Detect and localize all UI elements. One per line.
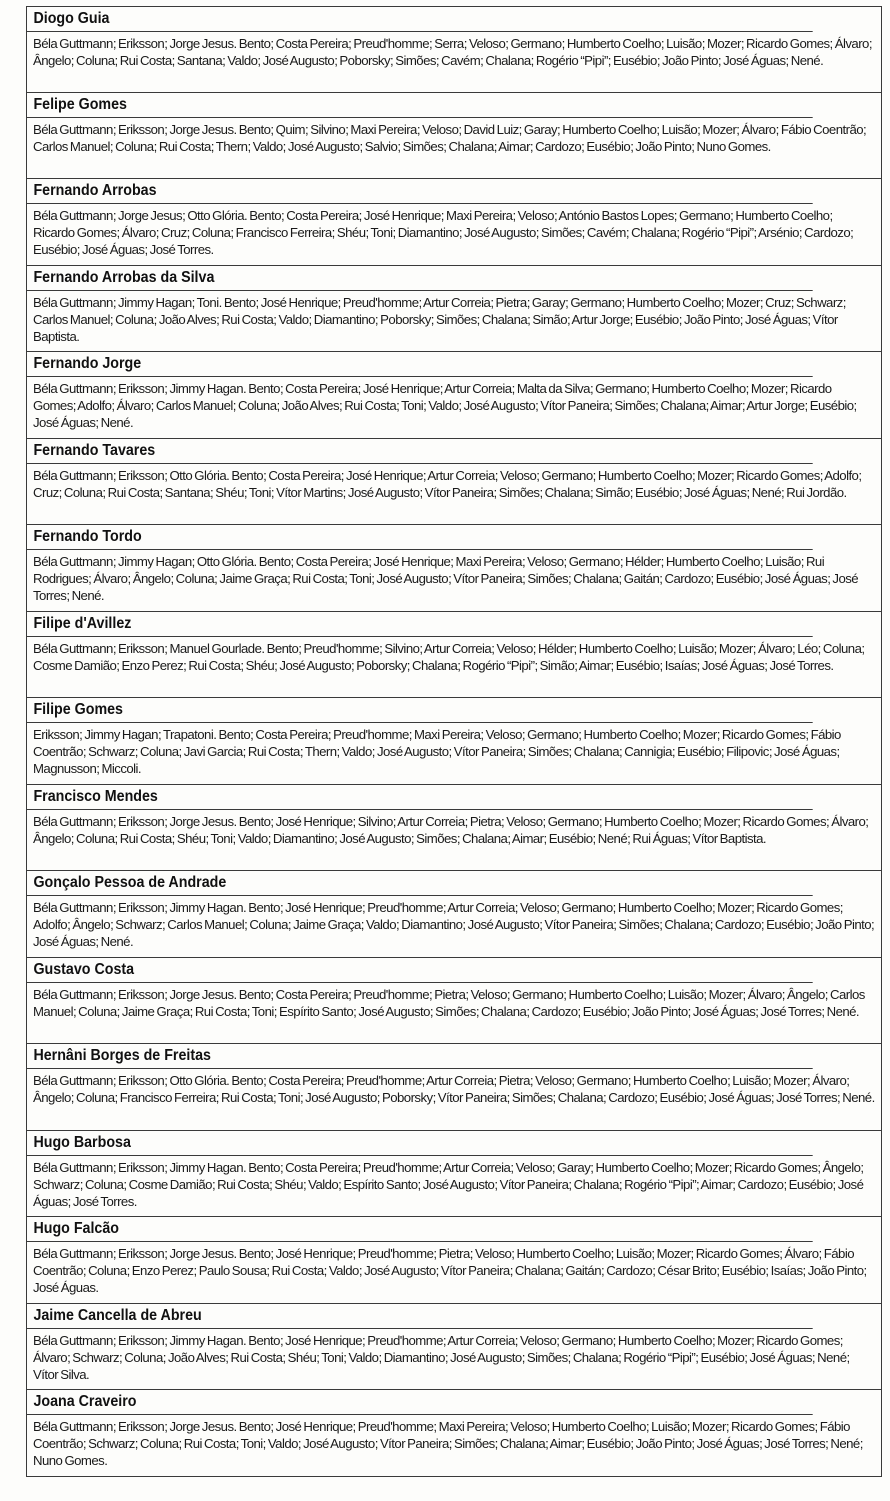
entry-votes: Béla Guttmann; Eriksson; Otto Glória. Bento; Costa Pereira; José Henrique; Artur Correia; Veloso; Germano; Humberto Coelho; Mozer; Ricardo Gomes; Adolfo; Cruz; Coluna; Rui Costa; Santana; Shéu; Toni; Vítor Martins; José Augusto; Vítor Paneira; Simões; Chalana; Simão; Eusébio; José Águas; Nené; Rui Jordão.: [33, 467, 862, 500]
entry-filipe-d-avillez: [26, 612, 882, 699]
entry-votes: Béla Guttmann; Eriksson; Manuel Gourlade. Bento; Preud'homme; Silvino; Artur Correia; Veloso; Hélder; Humberto Coelho; Luisão; Mozer; Álvaro; Léo; Coluna; Cosme Damião; Enzo Perez; Rui Costa; Shéu; José Augusto; Poborsky; Chalana; Rogério “Pipi”; Simão; Aimar; Eusébio; Isaías; José Águas; José Torres.: [33, 640, 865, 673]
entry-name: Gustavo Costa: [27, 958, 813, 983]
entry-name: Diogo Guia: [27, 7, 813, 32]
entry-francisco-mendes: [26, 785, 882, 872]
entry-name: Filipe Gomes: [27, 698, 813, 723]
entry-votes: Béla Guttmann; Eriksson; Jorge Jesus. Bento; José Henrique; Silvino; Artur Correia; Pietra; Veloso; Germano; Humberto Coelho; Mozer; Ricardo Gomes; Álvaro; Ângelo; Coluna; Rui Costa; Shéu; Toni; Valdo; Diamantino; José Augusto; Simões; Chalana; Aimar; Eusébio; Nené; Rui Águas; Vítor Baptista.: [33, 813, 869, 846]
entry-name: Hernâni Borges de Freitas: [27, 1044, 813, 1069]
entry-votes: Béla Guttmann; Eriksson; Jorge Jesus. Bento; José Henrique; Preud'homme; Pietra; Veloso; Humberto Coelho; Luisão; Mozer; Ricardo Gomes; Álvaro; Fábio Coentrão; Coluna; Enzo Perez; Paulo Sousa; Rui Costa; Valdo; José Augusto; Vítor Paneira; Chalana; Gaitán; Cardozo; César Brito; Eusébio; Isaías; João Pinto; José Águas.: [33, 1246, 867, 1296]
entry-fernando-tavares: [26, 439, 882, 526]
entry-name: Felipe Gomes: [27, 93, 813, 118]
entry-votes: Béla Guttmann; Eriksson; Jimmy Hagan. Bento; José Henrique; Preud'homme; Artur Correia; Veloso; Germano; Humberto Coelho; Mozer; Ricardo Gomes; Adolfo; Ângelo; Schwarz; Carlos Manuel; Coluna; Jaime Graça; Valdo; Diamantino; José Augusto; Vítor Paneira; Simões; Chalana; Cardozo; Eusébio; João Pinto; José Águas; Nené.: [33, 900, 875, 950]
entry-votes: Béla Guttmann; Jorge Jesus; Otto Glória. Bento; Costa Pereira; José Henrique; Maxi Pereira; Veloso; António Bastos Lopes; Germano; Humberto Coelho; Ricardo Gomes; Álvaro; Cruz; Coluna; Francisco Ferreira; Shéu; Toni; Diamantino; José Augusto; Simões; Cavém; Chalana; Rogério “Pipi”; Arsénio; Cardozo; Eusébio; José Águas; José Torres.: [33, 208, 854, 258]
entry-votes: Béla Guttmann; Eriksson; Jorge Jesus. Bento; Costa Pereira; Preud'homme; Serra; Veloso; Germano; Humberto Coelho; Luisão; Mozer; Ricardo Gomes; Álvaro; Ângelo; Coluna; Rui Costa; Santana; Valdo; José Augusto; Poborsky; Simões; Cavém; Chalana; Rogério “Pipi”; Eusébio; João Pinto; José Águas; Nené.: [33, 36, 872, 69]
entry-name: Fernando Arrobas da Silva: [27, 266, 813, 291]
entry-name: Francisco Mendes: [27, 785, 813, 810]
entry-votes: Béla Guttmann; Jimmy Hagan; Toni. Bento; José Henrique; Preud'homme; Artur Correia; Pietra; Garay; Germano; Humberto Coelho; Mozer; Cruz; Schwarz; Carlos Manuel; Coluna; João Alves; Rui Costa; Valdo; Diamantino; Poborsky; Simões; Chalana; Simão; Artur Jorge; Eusébio; João Pinto; José Águas; Vítor Baptista.: [33, 294, 846, 344]
entry-hernani-borges-de-freitas: [26, 1044, 882, 1131]
entry-votes: Béla Guttmann; Eriksson; Jorge Jesus. Bento; José Henrique; Preud'homme; Maxi Pereira; Veloso; Humberto Coelho; Luisão; Mozer; Ricardo Gomes; Fábio Coentrão; Schwarz; Coluna; Rui Costa; Toni; Valdo; José Augusto; Vítor Paneira; Simões; Chalana; Aimar; Eusébio; João Pinto; José Águas; José Torres; Nené; Nuno Gomes.: [33, 1419, 863, 1469]
entry-fernando-arrobas-da-silva: [26, 266, 882, 353]
entry-name: Hugo Falcão: [27, 1217, 813, 1242]
entry-name: Gonçalo Pessoa de Andrade: [27, 871, 813, 896]
entry-name: Filipe d'Avillez: [27, 612, 813, 637]
entry-goncalo-pessoa-de-andrade: [26, 871, 882, 958]
entry-jaime-cancella-de-abreu: [26, 1304, 882, 1391]
entry-name: Jaime Cancella de Abreu: [27, 1304, 813, 1329]
entry-name: Fernando Arrobas: [27, 179, 813, 204]
entry-name: Fernando Tavares: [27, 439, 813, 464]
entry-joana-craveiro: [26, 1390, 882, 1477]
entry-felipe-gomes: [26, 93, 882, 180]
entry-fernando-tordo: [26, 525, 882, 612]
entry-votes: Béla Guttmann; Eriksson; Jorge Jesus. Bento; Quim; Silvino; Maxi Pereira; Veloso; David Luiz; Garay; Humberto Coelho; Luisão; Mozer; Álvaro; Fábio Coentrão; Carlos Manuel; Coluna; Rui Costa; Thern; Valdo; José Augusto; Salvio; Simões; Chalana; Aimar; Cardozo; Eusébio; João Pinto; Nuno Gomes.: [33, 121, 867, 154]
entry-gustavo-costa: [26, 958, 882, 1045]
entry-votes: Béla Guttmann; Eriksson; Jimmy Hagan. Bento; Costa Pereira; Preud'homme; Artur Correia; Veloso; Garay; Humberto Coelho; Mozer; Ricardo Gomes; Ângelo; Schwarz; Coluna; Cosme Damião; Rui Costa; Shéu; Valdo; Espírito Santo; José Augusto; Vítor Paneira; Chalana; Rogério “Pipi”; Aimar; Cardozo; Eusébio; José Águas; José Torres.: [33, 1159, 864, 1209]
entry-votes: Eriksson; Jimmy Hagan; Trapatoni. Bento; Costa Pereira; Preud'homme; Maxi Pereira; Veloso; Germano; Humberto Coelho; Mozer; Ricardo Gomes; Fábio Coentrão; Schwarz; Coluna; Javi Garcia; Rui Costa; Thern; Valdo; José Augusto; Vítor Paneira; Simões; Chalana; Cannigia; Eusébio; Filipovic; José Águas; Magnusson; Miccoli.: [33, 727, 841, 777]
entry-fernando-jorge: [26, 352, 882, 439]
entry-name: Joana Craveiro: [27, 1390, 813, 1415]
entry-hugo-falcao: [26, 1217, 882, 1304]
entry-filipe-gomes: [26, 698, 882, 785]
entry-fernando-arrobas: [26, 179, 882, 266]
vote-list: [26, 6, 882, 1477]
entry-votes: Béla Guttmann; Eriksson; Jorge Jesus. Bento; Costa Pereira; Preud'homme; Pietra; Veloso; Germano; Humberto Coelho; Luisão; Mozer; Álvaro; Ângelo; Carlos Manuel; Coluna; Jaime Graça; Rui Costa; Toni; Espírito Santo; José Augusto; Simões; Chalana; Cardozo; Eusébio; João Pinto; José Águas; José Torres; Nené.: [33, 986, 865, 1019]
entry-votes: Béla Guttmann; Jimmy Hagan; Otto Glória. Bento; Costa Pereira; José Henrique; Maxi Pereira; Veloso; Germano; Hélder; Humberto Coelho; Luisão; Rui Rodrigues; Álvaro; Ângelo; Coluna; Jaime Graça; Rui Costa; Toni; José Augusto; Vítor Paneira; Simões; Chalana; Gaitán; Cardozo; Eusébio; José Águas; José Torres; Nené.: [33, 554, 859, 604]
entry-votes: Béla Guttmann; Eriksson; Jimmy Hagan. Bento; Costa Pereira; José Henrique; Artur Correia; Malta da Silva; Germano; Humberto Coelho; Mozer; Ricardo Gomes; Adolfo; Álvaro; Carlos Manuel; Coluna; João Alves; Rui Costa; Toni; Valdo; José Augusto; Vítor Paneira; Simões; Chalana; Aimar; Artur Jorge; Eusébio; José Águas; Nené.: [33, 381, 857, 431]
entry-hugo-barbosa: [26, 1131, 882, 1218]
entry-votes: Béla Guttmann; Eriksson; Otto Glória. Bento; Costa Pereira; Preud'homme; Artur Correia; Pietra; Veloso; Germano; Humberto Coelho; Luisão; Mozer; Álvaro; Ângelo; Coluna; Francisco Ferreira; Rui Costa; Toni; José Augusto; Poborsky; Vítor Paneira; Simões; Chalana; Cardozo; Eusébio; José Águas; José Torres; Nené.: [33, 1073, 875, 1106]
entry-votes: Béla Guttmann; Eriksson; Jimmy Hagan. Bento; José Henrique; Preud'homme; Artur Correia; Veloso; Germano; Humberto Coelho; Mozer; Ricardo Gomes; Álvaro; Schwarz; Coluna; João Alves; Rui Costa; Shéu; Toni; Valdo; Diamantino; José Augusto; Simões; Chalana; Rogério “Pipi”; Eusébio; José Águas; Nené; Vítor Silva.: [33, 1332, 850, 1382]
entry-name: Hugo Barbosa: [27, 1131, 813, 1156]
entry-name: Fernando Jorge: [27, 352, 813, 377]
entry-diogo-guia: [26, 6, 882, 93]
entry-name: Fernando Tordo: [27, 525, 813, 550]
